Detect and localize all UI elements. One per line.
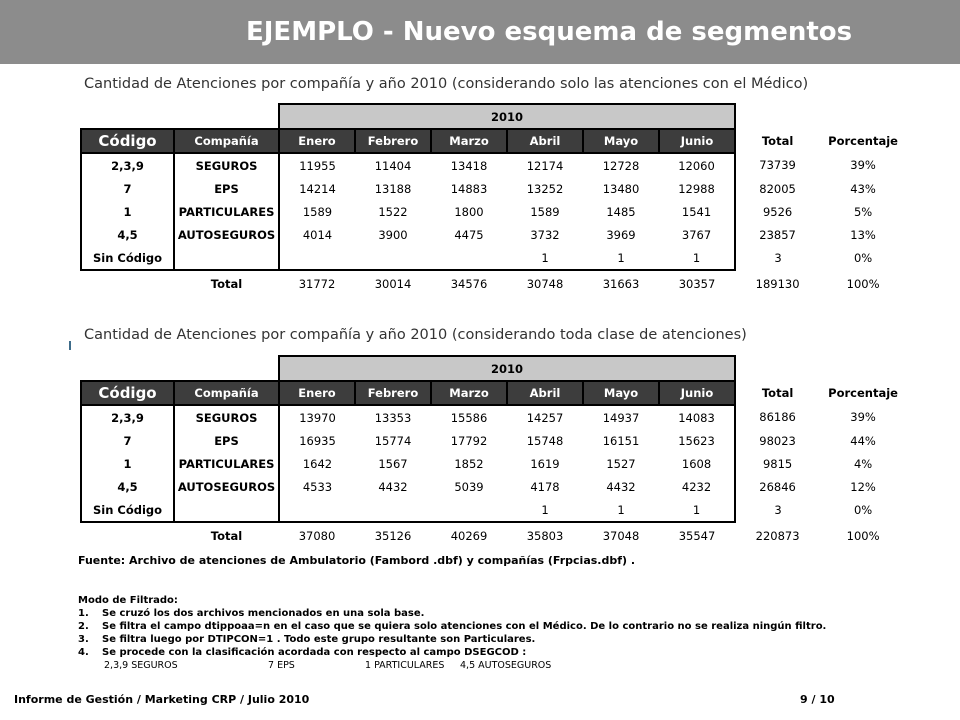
cell-value: 3732 xyxy=(530,227,560,242)
cell-value: 1 xyxy=(659,246,735,270)
page-number: 9 / 10 xyxy=(800,693,835,706)
cell-value: 11955 xyxy=(299,158,336,173)
step-text: Se filtra el campo dtippoaa=n en el caso que se quiera solo atenciones con el Médico. De lo contrario no se realiza ningún filtro. xyxy=(102,621,827,632)
cell-porcentaje: 44% xyxy=(850,433,876,448)
cell-value: 1 xyxy=(659,498,735,522)
col-header-month: Febrero xyxy=(355,129,431,153)
cell-codigo: 4,5 xyxy=(81,223,174,246)
cell-value: 3767 xyxy=(659,223,735,246)
cell-value: 13252 xyxy=(526,181,564,196)
cell-value: 13970 xyxy=(299,410,336,425)
cell-value: 13353 xyxy=(374,410,412,425)
table-row xyxy=(81,246,906,270)
cell-total: 98023 xyxy=(759,433,796,448)
cell-total: 82005 xyxy=(759,181,796,196)
cell-value: 15774 xyxy=(374,433,412,448)
source-note: Fuente: Archivo de atenciones de Ambulatorio (Fambord .dbf) y compañías (Frpcias.dbf) . xyxy=(78,554,636,567)
cell-compania: PARTICULARES xyxy=(174,452,279,475)
cell-value: 14083 xyxy=(659,405,735,429)
cell-codigo: 1 xyxy=(81,452,174,475)
cell-value xyxy=(431,498,507,522)
cell-value: 1485 xyxy=(606,204,636,219)
cell-value: 30357 xyxy=(678,277,716,291)
segment-item: 7 EPS xyxy=(268,660,295,671)
cell-value xyxy=(279,246,355,270)
cell-porcentaje: 0% xyxy=(853,251,873,265)
cell-codigo: 4,5 xyxy=(81,475,174,498)
cell-total: 23857 xyxy=(759,227,796,242)
cell-total: 3 xyxy=(774,251,782,265)
cell-value xyxy=(431,246,507,270)
cell-value: 35803 xyxy=(526,529,564,543)
cell-value: 1 xyxy=(583,246,659,270)
total-row xyxy=(81,270,906,297)
cell-value: 11404 xyxy=(374,158,412,173)
step-number: 2. xyxy=(78,621,89,632)
table-row xyxy=(81,153,906,177)
cell-compania: EPS xyxy=(174,429,279,452)
total-row xyxy=(81,522,906,549)
table-row xyxy=(81,223,906,246)
cell-compania: AUTOSEGUROS xyxy=(174,223,279,246)
filter-step xyxy=(78,647,526,658)
col-header-month: Mayo xyxy=(583,381,659,405)
table-row xyxy=(81,405,906,429)
col-header-month: Mayo xyxy=(583,129,659,153)
cell-porcentaje: 43% xyxy=(850,181,876,196)
cell-codigo: 7 xyxy=(81,177,174,200)
col-header-month: Junio xyxy=(659,129,735,153)
col-header-codigo: Código xyxy=(81,381,174,405)
cell-value: 14257 xyxy=(526,410,564,425)
filter-step xyxy=(78,621,826,632)
cell-value: 12988 xyxy=(659,177,735,200)
cell-porcentaje: 100% xyxy=(846,528,880,543)
filter-title: Modo de Filtrado: xyxy=(78,595,178,606)
year-header: 2010 xyxy=(279,104,735,129)
cell-codigo: 2,3,9 xyxy=(81,405,174,429)
cell-codigo: 2,3,9 xyxy=(81,153,174,177)
col-header-month: Abril xyxy=(507,129,583,153)
cell-value: 1 xyxy=(507,498,583,522)
cell-porcentaje: 5% xyxy=(853,204,873,219)
table-caption: Cantidad de Atenciones por compañía y año 2010 (considerando toda clase de atenciones) xyxy=(84,327,747,343)
col-header-month: Marzo xyxy=(431,129,507,153)
cell-value: 1522 xyxy=(378,204,408,219)
cell-porcentaje: 39% xyxy=(850,410,876,424)
table-caption: Cantidad de Atenciones por compañía y año 2010 (considerando solo las atenciones con el Médico) xyxy=(84,76,809,92)
cell-value: 30014 xyxy=(374,277,412,291)
cell-total: 3 xyxy=(774,503,782,517)
cell-compania: EPS xyxy=(174,177,279,200)
col-header-month: Marzo xyxy=(431,381,507,405)
cell-value: 4432 xyxy=(606,479,636,494)
cell-value: 1541 xyxy=(659,200,735,223)
table-row xyxy=(81,200,906,223)
cell-value: 1642 xyxy=(302,456,333,471)
cell-value: 31772 xyxy=(298,277,336,291)
cell-value: 4232 xyxy=(659,475,735,498)
cell-value: 1852 xyxy=(454,456,484,471)
cell-value: 30748 xyxy=(526,277,564,291)
cell-value: 13418 xyxy=(450,158,488,173)
cell-value: 4432 xyxy=(378,479,408,494)
col-header-month: Abril xyxy=(507,381,583,405)
data-table xyxy=(80,103,907,297)
cell-value: 14214 xyxy=(299,181,336,196)
cell-value xyxy=(279,498,355,522)
cell-porcentaje: 12% xyxy=(850,479,876,494)
step-number: 3. xyxy=(78,634,89,645)
cell-value: 35126 xyxy=(374,529,412,543)
cell-value: 5039 xyxy=(454,479,484,494)
cell-total: 220873 xyxy=(755,528,800,543)
cell-value: 37080 xyxy=(298,529,336,543)
step-text: Se filtra luego por DTIPCON=1 . Todo este grupo resultante son Particulares. xyxy=(102,634,536,645)
cell-value: 1800 xyxy=(454,204,484,219)
filter-step xyxy=(78,608,424,619)
cell-value: 1567 xyxy=(378,456,408,471)
cell-compania xyxy=(174,246,279,270)
step-text: Se cruzó los dos archivos mencionados en una sola base. xyxy=(102,608,425,619)
total-label: Total xyxy=(210,529,243,543)
cell-value: 35547 xyxy=(678,529,716,543)
table-row xyxy=(81,452,906,475)
table-row xyxy=(81,498,906,522)
cell-codigo: Sin Código xyxy=(81,246,174,270)
cell-value: 1527 xyxy=(606,456,636,471)
total-label: Total xyxy=(210,277,243,291)
segment-item: 4,5 AUTOSEGUROS xyxy=(460,660,552,671)
col-header-porcentaje: Porcentaje xyxy=(828,386,898,400)
cell-value: 3969 xyxy=(606,227,636,242)
cell-value: 13480 xyxy=(602,181,640,196)
cell-value: 14937 xyxy=(602,410,640,425)
cell-value: 1589 xyxy=(530,204,560,219)
cell-codigo: 1 xyxy=(81,200,174,223)
cell-compania: AUTOSEGUROS xyxy=(174,475,279,498)
cell-value: 14883 xyxy=(450,181,488,196)
cell-value: 40269 xyxy=(450,529,488,543)
cell-value: 31663 xyxy=(602,277,640,291)
col-header-codigo: Código xyxy=(81,129,174,153)
cell-total: 86186 xyxy=(759,410,796,424)
col-header-month: Enero xyxy=(279,381,355,405)
cell-value: 15748 xyxy=(526,433,564,448)
col-header-month: Febrero xyxy=(355,381,431,405)
cell-value: 4178 xyxy=(530,479,560,494)
cell-value: 4533 xyxy=(302,479,333,494)
cell-value: 16935 xyxy=(299,433,336,448)
cell-value: 12728 xyxy=(602,158,640,173)
step-text: Se procede con la clasificación acordada con respecto al campo DSEGCOD : xyxy=(102,647,527,658)
cell-value: 16151 xyxy=(602,433,640,448)
cell-total: 9815 xyxy=(762,456,793,471)
segment-item: 2,3,9 SEGUROS xyxy=(104,660,178,671)
cell-total: 9526 xyxy=(762,204,793,219)
table-row xyxy=(81,475,906,498)
cell-compania: SEGUROS xyxy=(174,153,279,177)
cell-value: 1608 xyxy=(659,452,735,475)
col-header-compania: Compañía xyxy=(174,381,279,405)
cell-codigo: 7 xyxy=(81,429,174,452)
cell-total: 26846 xyxy=(759,479,796,494)
col-header-total: Total xyxy=(761,386,794,400)
cell-value: 1589 xyxy=(302,204,333,219)
step-number: 4. xyxy=(78,647,89,658)
slide-title: EJEMPLO - Nuevo esquema de segmentos xyxy=(246,17,853,47)
cell-value: 17792 xyxy=(450,433,488,448)
cell-value: 12174 xyxy=(526,158,564,173)
cell-porcentaje: 0% xyxy=(853,503,873,517)
cell-value: 4475 xyxy=(454,227,484,242)
table-row xyxy=(81,429,906,452)
cell-total: 73739 xyxy=(759,158,796,172)
step-number: 1. xyxy=(78,608,89,619)
cell-value: 15623 xyxy=(659,429,735,452)
cell-value: 1 xyxy=(507,246,583,270)
cell-value: 1 xyxy=(583,498,659,522)
filter-step xyxy=(78,634,535,645)
cell-porcentaje: 39% xyxy=(850,158,876,172)
cell-value xyxy=(355,498,431,522)
cell-value: 1619 xyxy=(530,456,560,471)
cell-value: 4014 xyxy=(302,227,333,242)
cell-total: 189130 xyxy=(755,276,800,291)
cell-porcentaje: 13% xyxy=(850,227,876,242)
cell-value: 34576 xyxy=(450,277,488,291)
cell-value xyxy=(355,246,431,270)
cell-porcentaje: 4% xyxy=(853,456,873,471)
data-table xyxy=(80,355,907,549)
col-header-total: Total xyxy=(761,134,794,148)
cell-value: 15586 xyxy=(450,410,488,425)
col-header-month: Junio xyxy=(659,381,735,405)
col-header-porcentaje: Porcentaje xyxy=(828,134,898,148)
cell-value: 37048 xyxy=(602,529,640,543)
cell-value: 12060 xyxy=(659,153,735,177)
cell-compania xyxy=(174,498,279,522)
cell-compania: SEGUROS xyxy=(174,405,279,429)
cell-porcentaje: 100% xyxy=(846,276,880,291)
footer-report-info: Informe de Gestión / Marketing CRP / Julio 2010 xyxy=(14,693,310,706)
cell-codigo: Sin Código xyxy=(81,498,174,522)
bullet-mark xyxy=(69,341,71,350)
year-header: 2010 xyxy=(279,356,735,381)
col-header-compania: Compañía xyxy=(174,129,279,153)
cell-value: 13188 xyxy=(374,181,412,196)
table-row xyxy=(81,177,906,200)
segment-item: 1 PARTICULARES xyxy=(365,660,445,671)
cell-compania: PARTICULARES xyxy=(174,200,279,223)
col-header-month: Enero xyxy=(279,129,355,153)
cell-value: 3900 xyxy=(378,227,408,242)
